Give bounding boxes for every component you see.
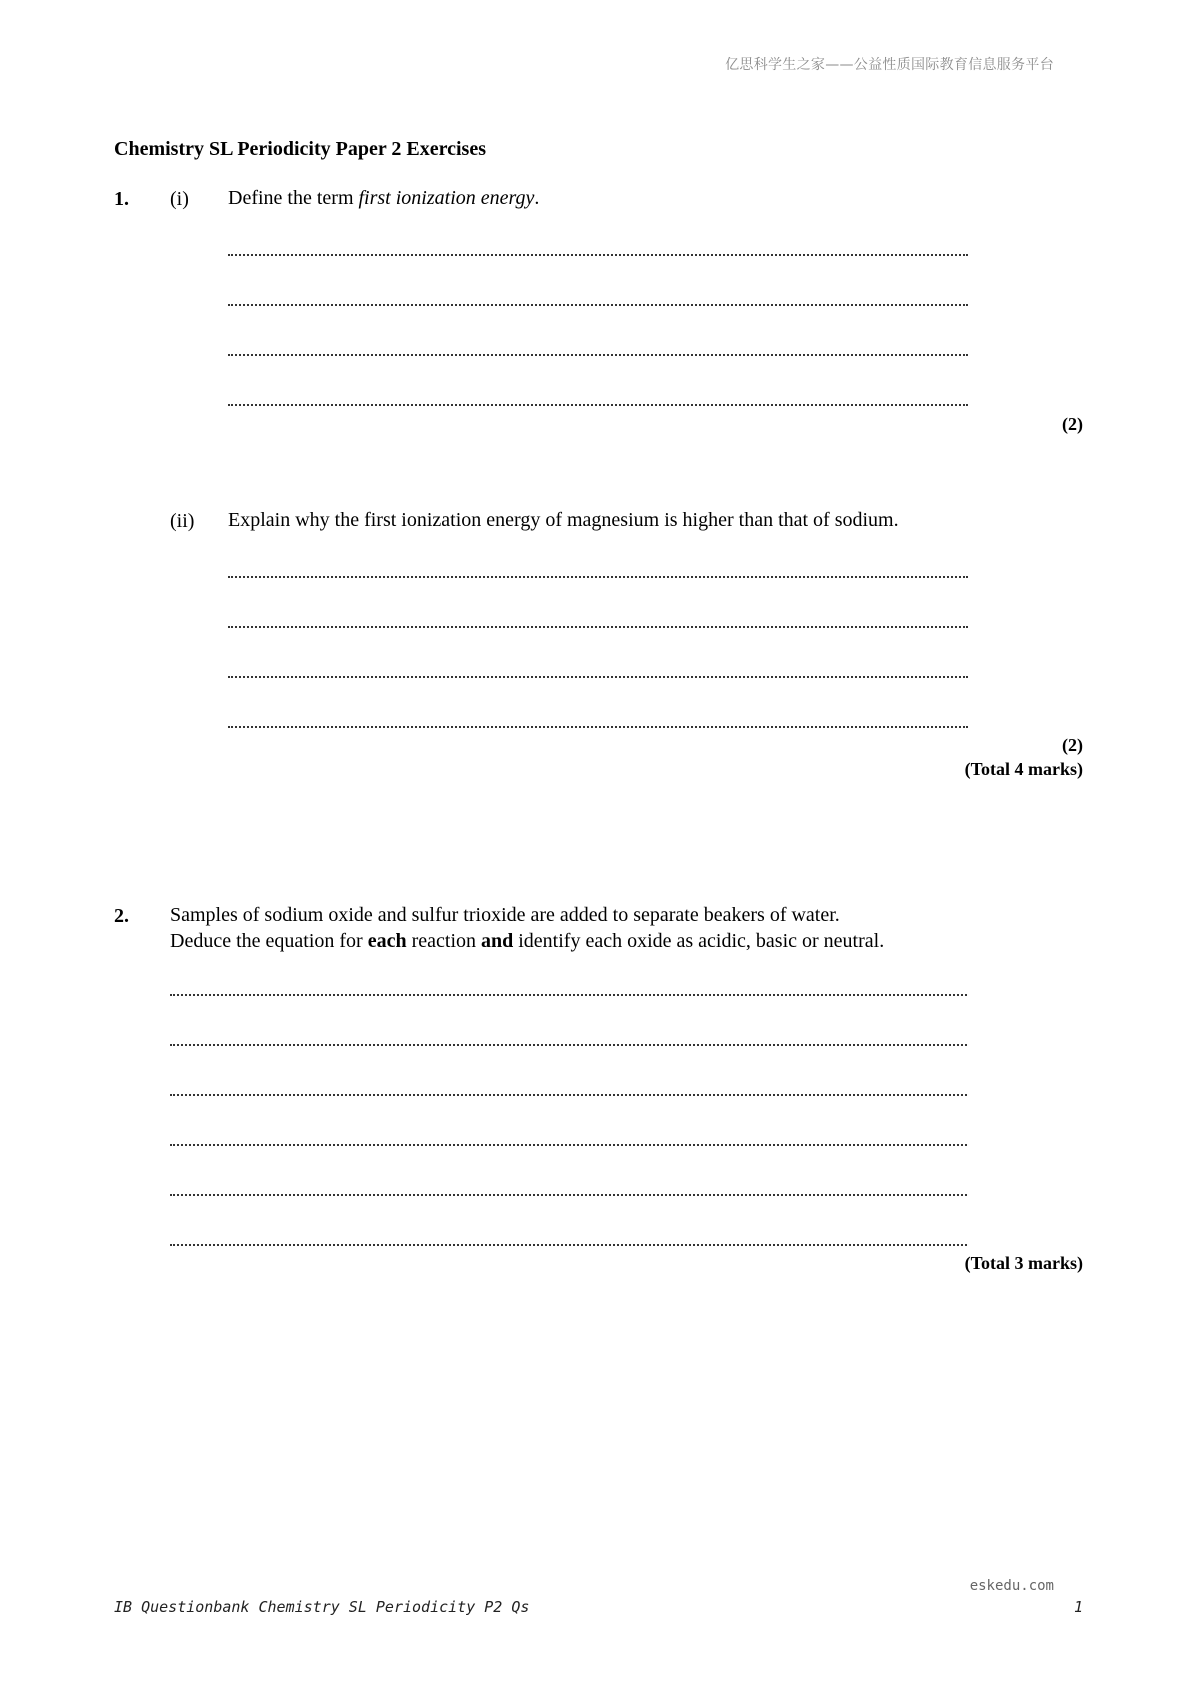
question-2-line-1: Samples of sodium oxide and sulfur trioxide are added to separate beakers of water. <box>170 904 840 926</box>
answer-line[interactable] <box>170 1144 967 1146</box>
question-1-part-i-marks: (2) <box>1062 414 1083 434</box>
answer-line[interactable] <box>170 994 967 996</box>
question-2-line-2 <box>170 928 884 954</box>
q2-emphasis-each: each <box>367 930 407 952</box>
question-1-part-ii-text: Explain why the first ionization energy of magnesium is higher than that of sodium. <box>228 509 899 531</box>
question-1-part-ii-label: (ii) <box>170 510 195 532</box>
answer-line[interactable] <box>228 304 968 306</box>
question-2-total-marks: (Total 3 marks) <box>964 1253 1083 1273</box>
question-2-number: 2. <box>114 905 129 927</box>
q1-i-term: first ionization energy <box>358 187 535 209</box>
footer-site-watermark: eskedu.com <box>969 1578 1054 1594</box>
question-1-number: 1. <box>114 188 129 210</box>
question-1-part-i-text <box>228 185 539 211</box>
answer-line[interactable] <box>228 626 968 628</box>
q1-i-text-after: . <box>534 187 540 209</box>
answer-line[interactable] <box>228 404 968 406</box>
question-1-part-i-label: (i) <box>170 188 189 210</box>
question-1-total-marks: (Total 4 marks) <box>964 759 1083 779</box>
question-1-part-ii-marks: (2) <box>1062 735 1083 755</box>
answer-line[interactable] <box>228 576 968 578</box>
answer-line[interactable] <box>170 1044 967 1046</box>
q2-text-c: reaction <box>406 930 481 952</box>
answer-line[interactable] <box>228 676 968 678</box>
answer-line[interactable] <box>228 726 968 728</box>
q2-text-a: Deduce the equation for <box>170 930 368 952</box>
answer-line[interactable] <box>170 1244 967 1246</box>
page-number: 1 <box>1073 1598 1083 1616</box>
q2-emphasis-and: and <box>481 930 514 952</box>
q2-text-e: identify each oxide as acidic, basic or neutral. <box>513 930 885 952</box>
answer-line[interactable] <box>228 354 968 356</box>
document-title: Chemistry SL Periodicity Paper 2 Exercises <box>114 138 486 160</box>
header-watermark: 亿思科学生之家——公益性质国际教育信息服务平台 <box>725 57 1054 73</box>
footer-document-name: IB Questionbank Chemistry SL Periodicity P2 Qs <box>114 1598 530 1616</box>
answer-line[interactable] <box>170 1194 967 1196</box>
answer-line[interactable] <box>170 1094 967 1096</box>
answer-line[interactable] <box>228 254 968 256</box>
q1-i-text-before: Define the term <box>228 187 359 209</box>
